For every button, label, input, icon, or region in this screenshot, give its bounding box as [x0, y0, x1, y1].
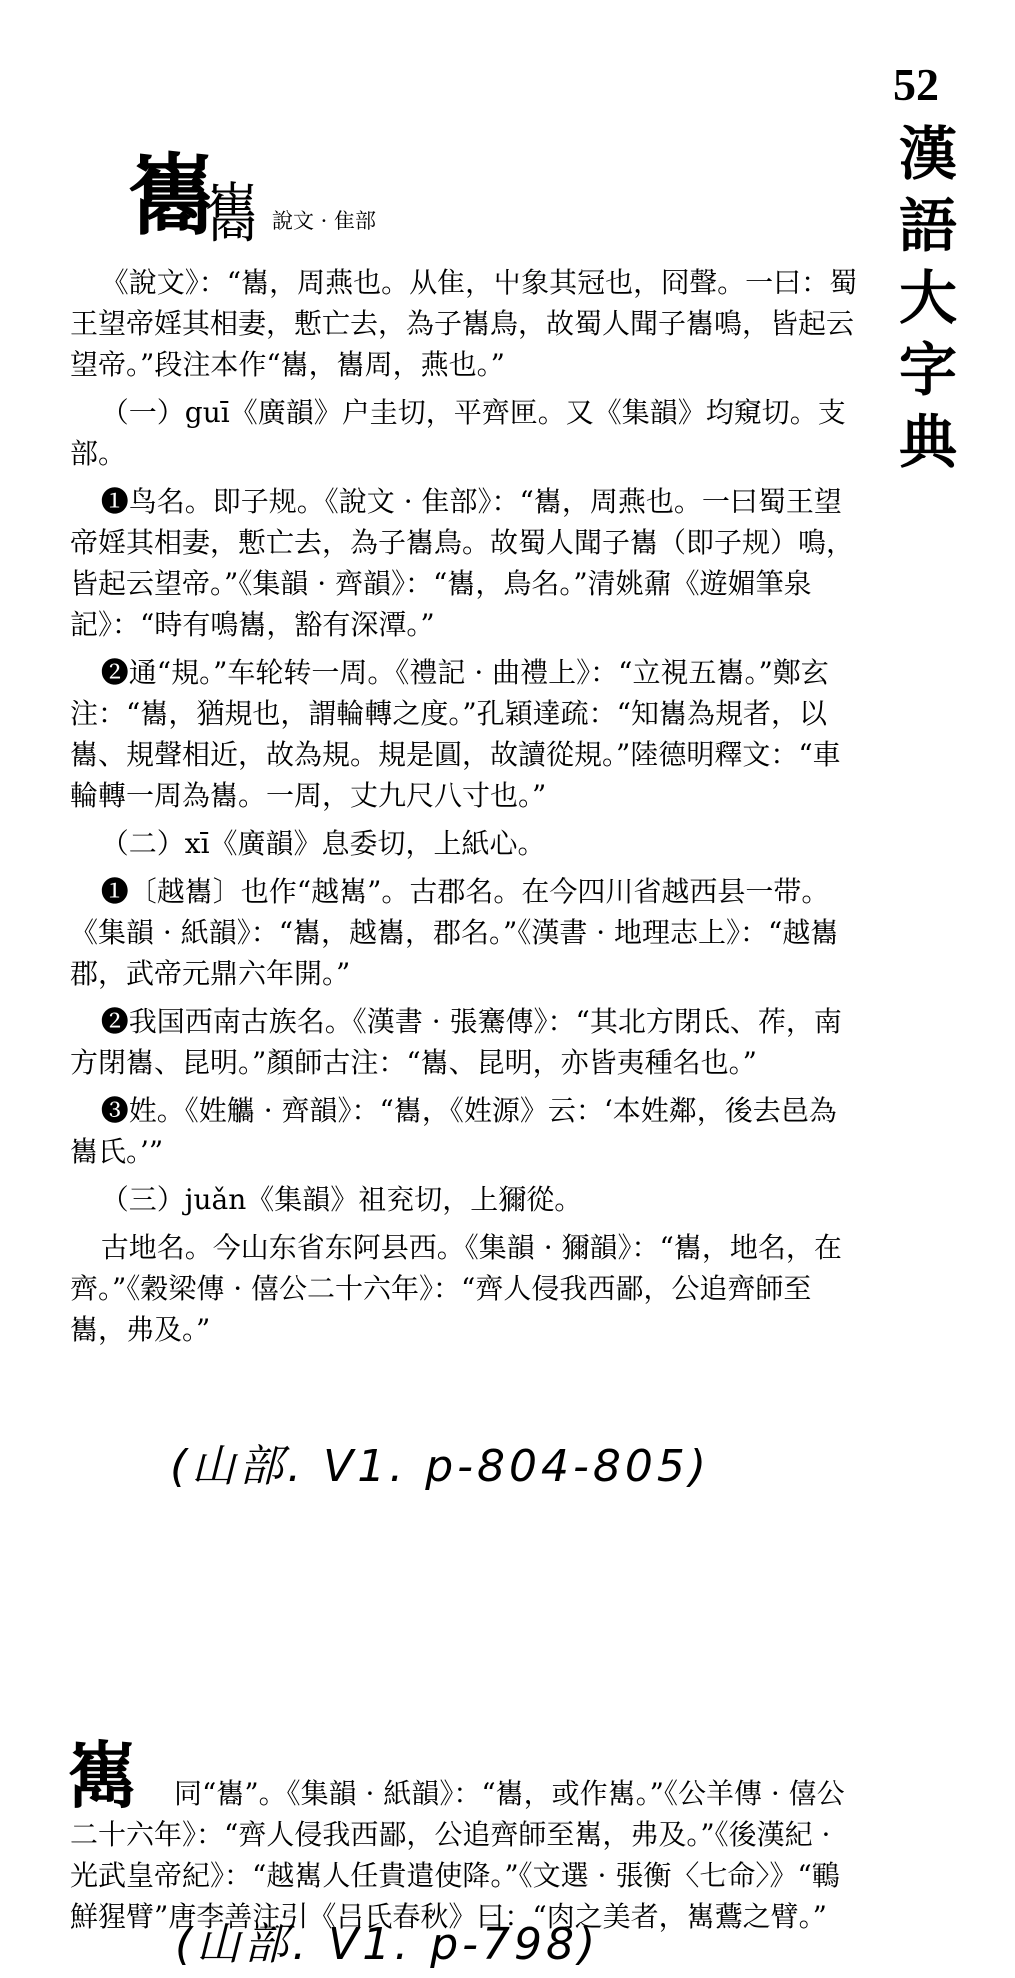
title-char: 語 [898, 192, 957, 260]
seal-source: 說文 · 隹部 [272, 209, 377, 233]
title-char: 字 [898, 336, 957, 404]
entry2-paragraph: 同“巂”。《集韻 · 紙韻》：“巂，或作嶲。”《公羊傳 · 僖公二十六年》：“齊人侵我西鄙，公追齊師至嶲，弗及。”《後漢紀 · 光武皇帝紀》：“越嶲人任貴遣使降。”《文選 · 張衡〈七命〉》“鶤鮮猩臂”唐李善注引《吕氏春秋》曰：“肉之美者，嶲鷰之臂。” [70, 1777, 845, 1933]
handwritten-note: (山部. V1. p-804-805) [170, 1441, 711, 1492]
title-char: 漢 [898, 120, 957, 188]
entry-paragraph: 古地名。今山东省东阿县西。《集韻 · 獮韻》：“巂，地名，在齊。”《穀梁傳 · 僖公二十六年》：“齊人侵我西鄙，公追齊師至巂，弗及。” [70, 1231, 842, 1346]
handwritten-note-2: (山部. V1. p-798) [175, 1919, 600, 1970]
title-char: 典 [898, 408, 957, 476]
title-char: 大 [898, 264, 957, 332]
dictionary-title [893, 118, 963, 478]
entry-paragraph: ❸姓。《姓觿 · 齊韻》：“巂，《姓源》云：‘本姓鄰，後去邑為巂氏。’” [70, 1094, 837, 1168]
entry-paragraph: ❶鸟名。即子规。《說文 · 隹部》：“巂，周燕也。一曰蜀王望帝婬其相妻，慙亡去，為子巂鳥。故蜀人聞子巂（即子规）鳴，皆起云望帝。”《集韻 · 齊韻》：“巂，鳥名。”清姚鼐《遊媚筆泉記》：“時有鳴巂，豁有深潭。” [70, 485, 855, 641]
entry-paragraph: 《說文》：“巂，周燕也。从隹，屮象其冠也，冏聲。一曰：蜀王望帝婬其相妻，慙亡去，為子巂鳥，故蜀人聞子巂鳴，皆起云望帝。”段注本作“巂，巂周，燕也。” [70, 266, 858, 381]
entry-body [70, 262, 860, 1357]
entry-paragraph: ❷通“規。”车轮转一周。《禮記 · 曲禮上》：“立視五巂。”鄭玄注：“巂，猶規也，謂輪轉之度。”孔穎達疏：“知巂為規者，以巂、規聲相近，故為規。規是圓，故讀從規。”陸德明釋文：“車輪轉一周為巂。一周，丈九尺八寸也。” [70, 656, 841, 812]
entry2-head-character: 嶲 [66, 1733, 139, 1818]
page-number: 52 [893, 59, 939, 110]
entry-paragraph: ❶〔越巂〕也作“越嶲”。古郡名。在今四川省越西县一带。《集韻 · 紙韻》：“巂，越巂，郡名。”《漢書 · 地理志上》：“越巂郡，武帝元鼎六年開。” [70, 875, 839, 990]
entry-head-character: 巂 [128, 143, 217, 247]
entry-paragraph: ❷我国西南古族名。《漢書 · 張騫傳》：“其北方閉氐、莋，南方閉巂、昆明。”顏師古注：“巂、昆明，亦皆夷種名也。” [70, 1005, 842, 1079]
seal-script-character: 巂 [205, 175, 259, 252]
entry-paragraph: （二）xī《廣韻》息委切，上紙心。 [100, 827, 546, 860]
entry-paragraph: （一）guī《廣韻》户圭切，平齊匣。又《集韻》均窺切。支部。 [70, 396, 846, 470]
entry-paragraph: （三）juǎn《集韻》祖兖切，上獮從。 [100, 1183, 583, 1216]
